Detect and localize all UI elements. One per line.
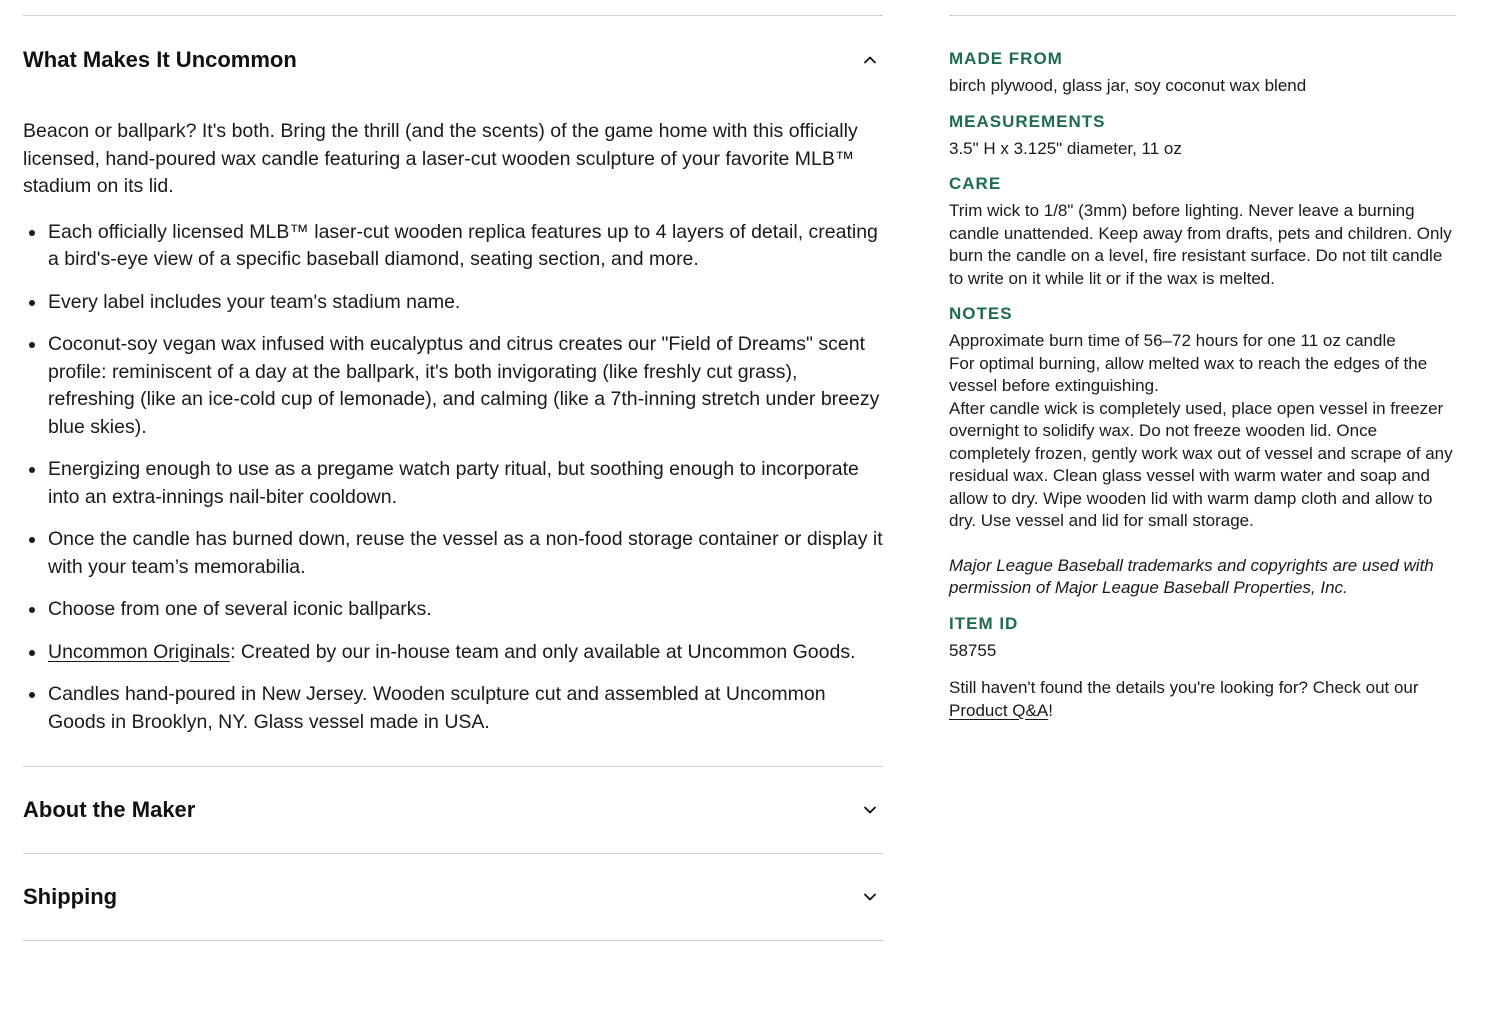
chevron-down-icon[interactable] [863,803,877,817]
spec-heading: CARE [949,174,1002,193]
accordion-header-shipping[interactable] [23,854,883,940]
note-line: For optimal burning, allow melted wax to reach the edges of the vessel before extinguishing. [949,353,1428,395]
qa-suffix: ! [1048,700,1053,720]
feature-item: Energizing enough to use as a pregame watch party ritual, but soothing enough to incorporate into an extra-innings nail-biter cooldown. [48,456,883,511]
spec-notes [949,303,1456,600]
accordion-title: What Makes It Uncommon [23,47,297,72]
feature-item: Each officially licensed MLB™ laser-cut wooden replica features up to 4 layers of detail, creating a bird's-eye view of a specific baseball diamond, seating section, and more. [48,219,883,274]
spec-measurements [949,111,1456,161]
feature-item-originals [48,639,883,667]
accordion-body-uncommon [23,104,883,766]
notes-body [949,330,1456,533]
spec-value: birch plywood, glass jar, soy coconut wax blend [949,76,1307,95]
spec-value: Trim wick to 1/8" (3mm) before lighting. Never leave a burning candle unattended. Keep away from drafts, pets and children. Only burn the candle on a level, fire resistant surface. Do not tilt candle to write on it while lit or if the wax is melted. [949,201,1452,288]
product-details-accordion [23,0,883,941]
chevron-up-icon[interactable] [863,53,877,67]
accordion-what-makes-it-uncommon [23,16,883,766]
originals-description: : Created by our in-house team and only available at Uncommon Goods. [230,640,856,663]
feature-item: Coconut-soy vegan wax infused with eucalyptus and citrus creates our "Field of Dreams" scent profile: reminiscent of a day at the ballpark, it's both invigorating (like freshly cut grass), refreshing (like an ice-cold cup of lemonade), and calming (like a 7th-inning stretch under breezy blue skies). [48,331,883,441]
spec-care [949,173,1456,290]
note-line: After candle wick is completely used, place open vessel in freezer overnight to solidify wax. Do not freeze wooden lid. Once completely frozen, gently work wax out of vessel and scrape of any residual wax. Clean glass vessel with warm water and soap and allow to dry. Wipe wooden lid with warm damp cloth and allow to dry. Use vessel and lid for small storage. [949,398,1453,530]
spec-made-from [949,48,1456,98]
feature-item: Once the candle has burned down, reuse the vessel as a non-food storage container or display it with your team’s memorabilia. [48,526,883,581]
feature-item: Every label includes your team's stadium name. [48,289,883,317]
spec-value: 3.5" H x 3.125" diameter, 11 oz [949,138,1182,158]
divider [949,15,1456,16]
spec-heading: NOTES [949,304,1013,323]
item-id-value: 58755 [949,640,997,660]
spec-heading: MADE FROM [949,49,1063,68]
accordion-header-maker[interactable] [23,767,883,853]
accordion-title: About the Maker [23,797,196,822]
accordion-header-uncommon[interactable] [23,16,883,104]
accordion-shipping [23,854,883,940]
trademark-notice: Major League Baseball trademarks and copyrights are used with permission of Major League Baseball Properties, Inc. [949,555,1434,597]
product-specs [949,0,1456,722]
feature-item: Candles hand-poured in New Jersey. Wooden sculpture cut and assembled at Uncommon Goods in Brooklyn, NY. Glass vessel made in USA. [48,681,883,736]
spec-item-id [949,613,1456,663]
divider [23,940,883,941]
accordion-title: Shipping [23,884,118,909]
product-qa-link[interactable]: Product Q&A [949,700,1049,720]
uncommon-originals-link[interactable]: Uncommon Originals [48,640,231,663]
product-qa-prompt [949,677,1456,722]
feature-list [23,219,883,737]
product-intro: Beacon or ballpark? It's both. Bring the thrill (and the scents) of the game home with this officially licensed, hand-poured wax candle featuring a laser-cut wooden sculpture of your favorite MLB™ stadium on its lid. [23,120,858,197]
qa-text: Still haven't found the details you're looking for? Check out our [949,678,1419,697]
chevron-down-icon[interactable] [863,890,877,904]
spec-heading: ITEM ID [949,613,1019,633]
spec-heading: MEASUREMENTS [949,111,1106,131]
accordion-about-the-maker [23,767,883,853]
feature-item: Choose from one of several iconic ballparks. [48,596,883,624]
note-line: Approximate burn time of 56–72 hours for one 11 oz candle [949,331,1396,350]
